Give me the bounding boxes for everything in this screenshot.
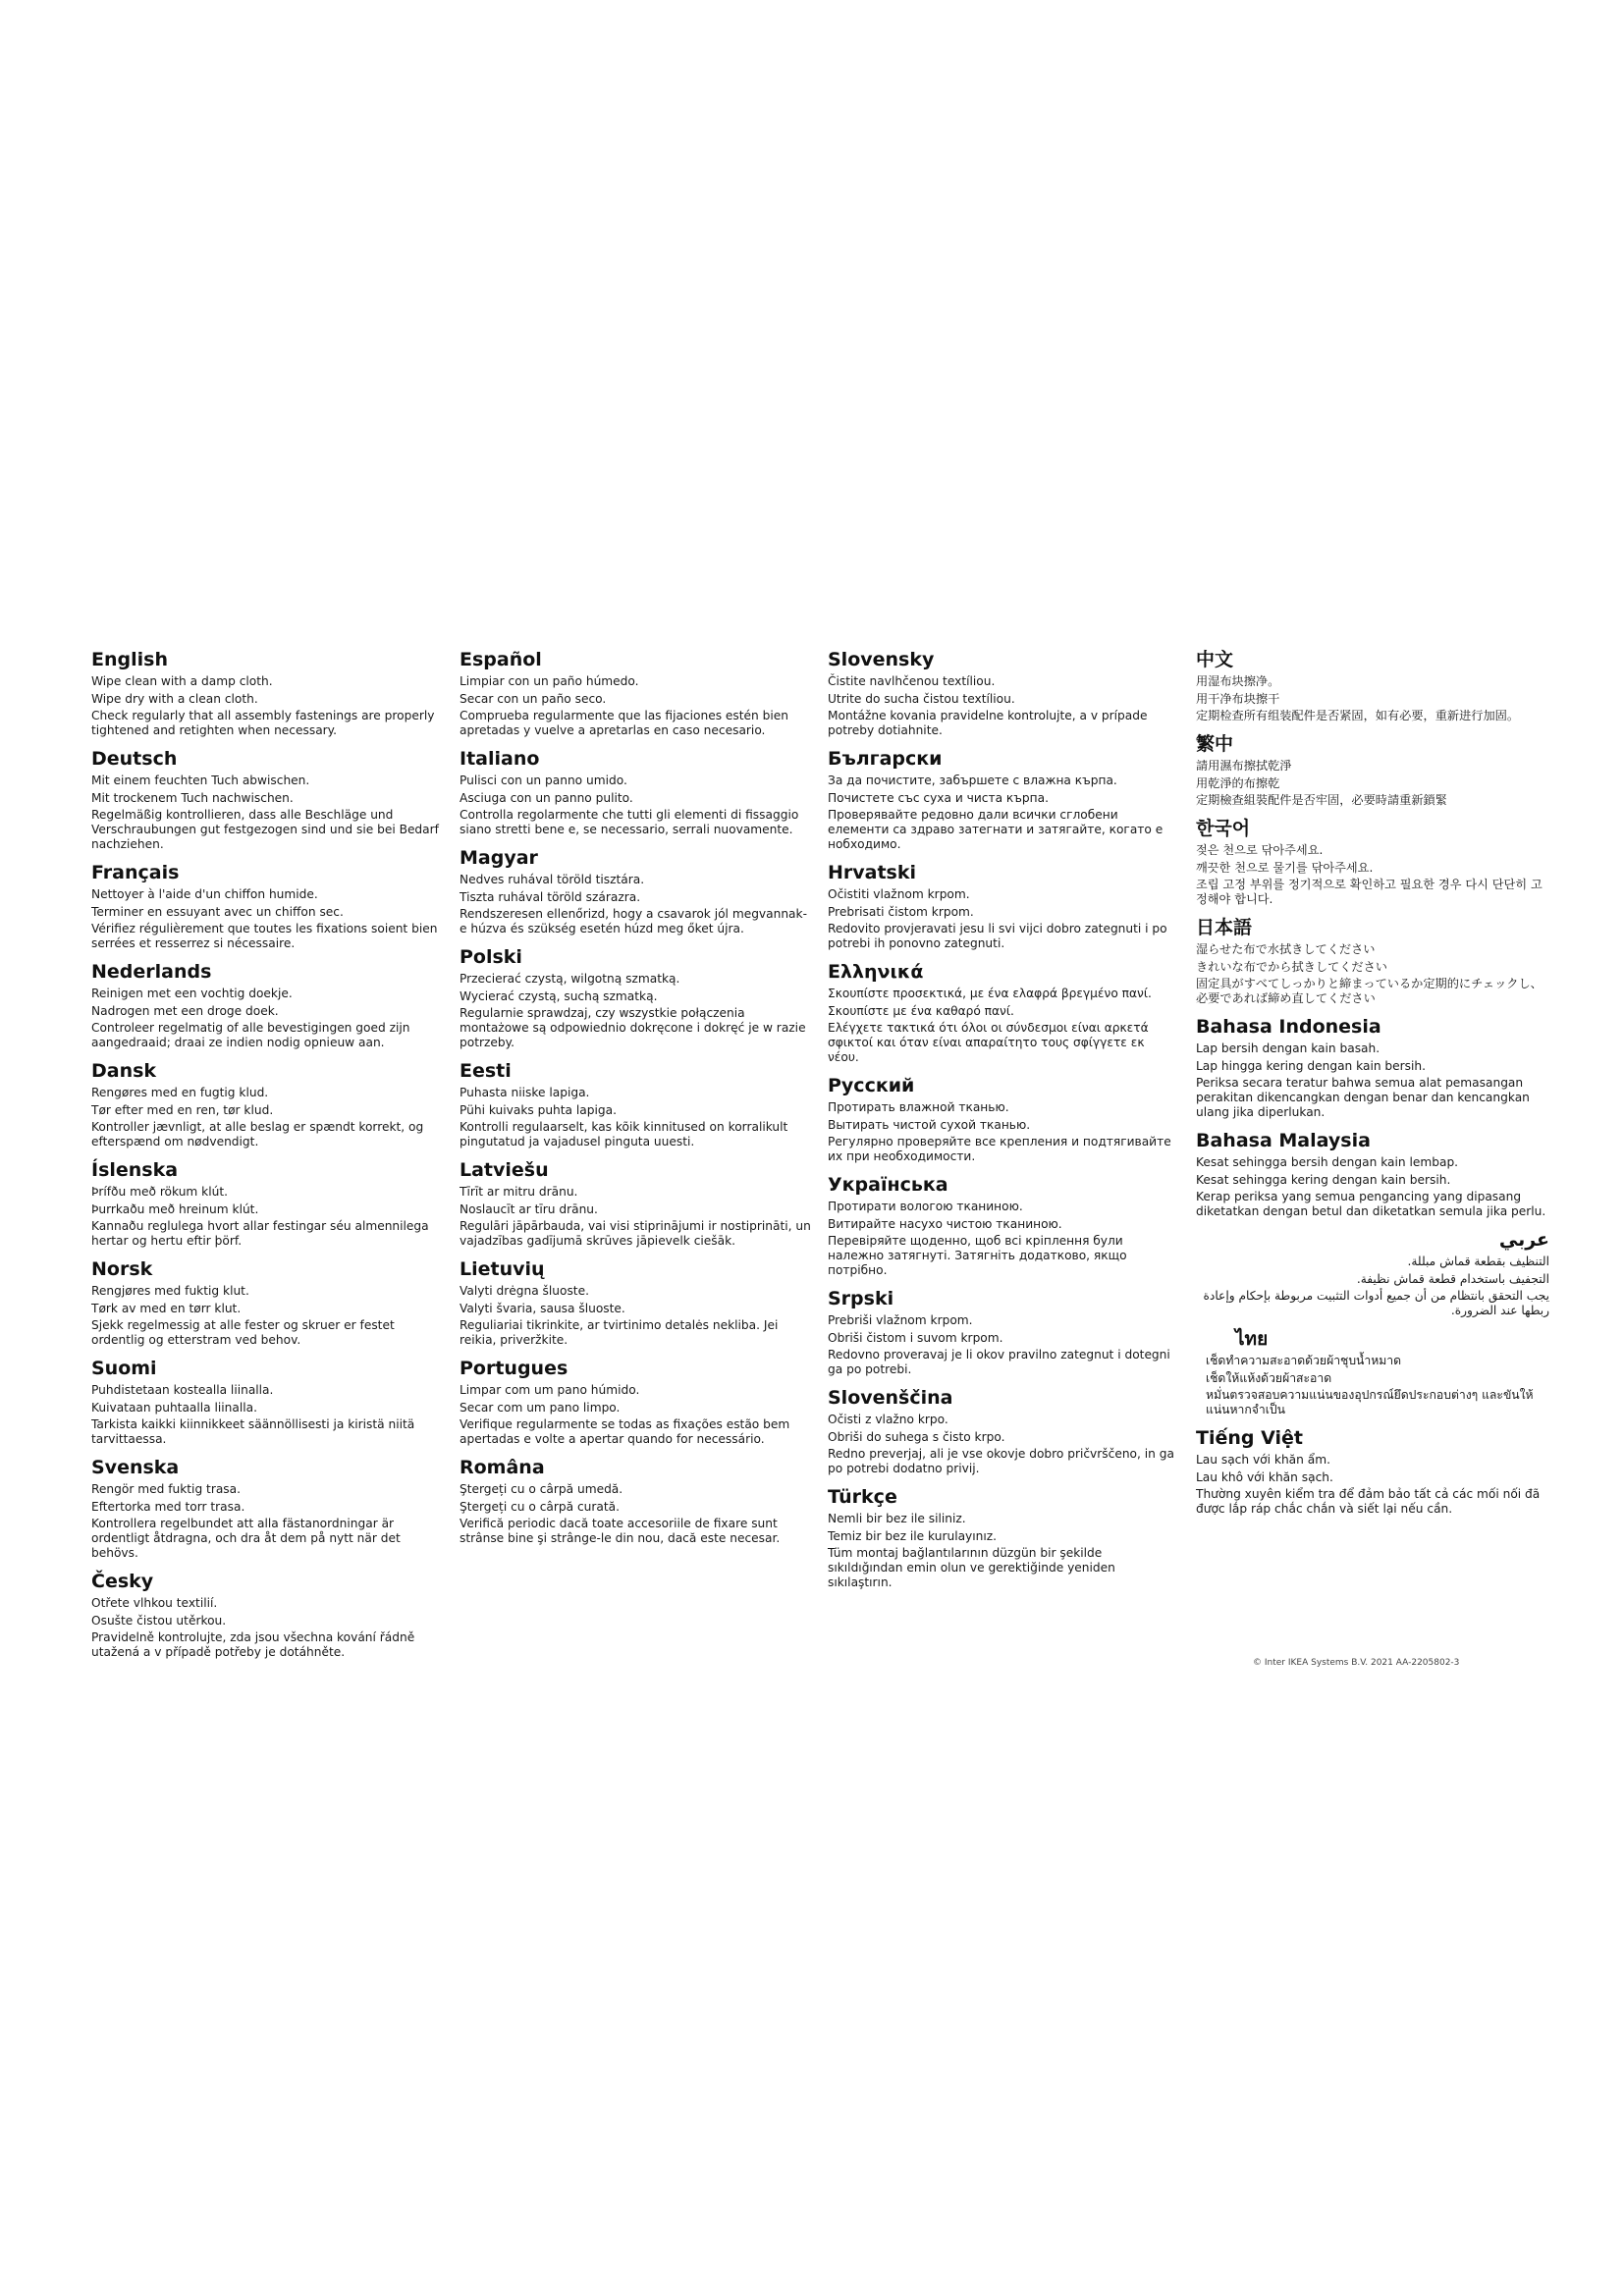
instruction-line: Kontroller jævnligt, at alle beslag er spændt korrekt, og efterspænd om nødvendigt. (91, 1120, 424, 1148)
instruction-line: Rengjøres med fuktig klut. (91, 1284, 249, 1298)
language-section-latviesu (460, 1158, 811, 1249)
instruction-line: Prebrisati čistom krpom. (828, 904, 974, 919)
instruction-line: Ελέγχετε τακτικά ότι όλοι οι σύνδεσμοι είναι αρκετά σφικτοί και όταν είναι απαραίτητο τους σφίγγετε εκ νέου. (828, 1021, 1149, 1064)
column-2 (460, 648, 811, 1555)
language-section-magyar (460, 846, 811, 936)
instruction-line: Limpiar con un paño húmedo. (460, 674, 639, 688)
instruction-line: เช็ดทำความสะอาดด้วยผ้าชุบน้ำหมาด (1206, 1354, 1402, 1367)
instruction-line: Verifică periodic dacă toate accesoriile de fixare sunt strânse bine şi strânge-le din nou, dacă este necesar. (460, 1517, 781, 1545)
instruction-line: Nettoyer à l'aide d'un chiffon humide. (91, 887, 318, 901)
instruction-line: Controleer regelmatig of alle bevestigingen goed zijn aangedraaid; draai ze indien nodig opnieuw aan. (91, 1021, 410, 1049)
instruction-line: Перевіряйте щоденно, щоб всі кріплення були належно затягнуті. Затягніть додатково, якщо потрібно. (828, 1234, 1127, 1277)
instruction-line: Mit trockenem Tuch nachwischen. (91, 790, 294, 805)
language-heading: ไทย (1235, 1328, 1269, 1350)
language-section-lang-0 (1196, 648, 1549, 723)
column-3 (828, 648, 1179, 1599)
instruction-line: Rengör med fuktig trasa. (91, 1482, 241, 1496)
language-section-islenska (91, 1158, 443, 1249)
instruction-line: За да почистите, забършете с влажна кърпа. (828, 774, 1117, 787)
language-section-deutsch (91, 747, 443, 852)
language-heading: Español (460, 649, 542, 670)
instruction-line: Rengøres med en fugtig klud. (91, 1086, 269, 1099)
language-section-srpski (828, 1287, 1179, 1377)
instruction-line: Витирайте насухо чистою тканиною. (828, 1216, 1062, 1231)
language-section-cesky (91, 1570, 443, 1660)
instruction-line: Secar con un paño seco. (460, 691, 607, 706)
language-section-portugues (460, 1357, 811, 1447)
copyright-notice: © Inter IKEA Systems B.V. 2021 AA-2205802-3 (1253, 1658, 1460, 1668)
instruction-line: Osušte čistou utěrkou. (91, 1613, 227, 1628)
instruction-line: Obriši čistom i suvom krpom. (828, 1330, 1003, 1345)
instruction-line: เช็ดให้แห้งด้วยผ้าสะอาด (1206, 1370, 1332, 1385)
language-heading: Slovenščina (828, 1387, 953, 1409)
language-heading: Lietuvių (460, 1258, 545, 1280)
instruction-line: Check regularly that all assembly fastenings are properly tightened and retighten when necessary. (91, 709, 435, 737)
language-heading: Svenska (91, 1457, 180, 1478)
instruction-line: Kerap periksa yang semua pengancing yang dipasang diketatkan dengan betul dan diketatkan semula jika perlu. (1196, 1190, 1546, 1218)
language-section-hrvatski (828, 861, 1179, 951)
instruction-line: Valyti švaria, sausa šluoste. (460, 1301, 625, 1315)
instruction-line: Протирать влажной тканью. (828, 1100, 1009, 1114)
language-section-turkce (828, 1485, 1179, 1590)
instruction-line: Þurrkaðu með hreinum klút. (91, 1201, 259, 1216)
instruction-line: Pulisci con un panno umido. (460, 774, 627, 787)
language-section-romana (460, 1456, 811, 1546)
instruction-line: Ştergeți cu o cârpă curată. (460, 1499, 620, 1514)
instruction-line: Pühi kuivaks puhta lapiga. (460, 1102, 617, 1117)
instruction-line: Obriši do suhega s čisto krpo. (828, 1429, 1005, 1444)
instruction-line: Terminer en essuyant avec un chiffon sec. (91, 904, 344, 919)
instruction-line: Controlla regolarmente che tutti gli elementi di fissaggio siano stretti bene e, se necessario, serrali nuovamente. (460, 808, 799, 836)
instruction-line: Periksa secara teratur bahwa semua alat pemasangan perakitan dikencangkan dengan benar dan kencangkan ulang jika diperlukan. (1196, 1076, 1530, 1119)
instruction-line: Secar com um pano limpo. (460, 1400, 621, 1415)
instruction-line: Протирати вологою тканиною. (828, 1200, 1023, 1213)
instruction-line: Redovito provjeravati jesu li svi vijci dobro zategnuti i po potrebi ih ponovno zategnuti. (828, 922, 1167, 950)
language-heading: Türkçe (828, 1486, 897, 1508)
instruction-line: Nedves ruhával töröld tisztára. (460, 873, 645, 886)
language-heading: Magyar (460, 847, 538, 869)
language-heading: Bahasa Indonesia (1196, 1016, 1381, 1038)
instruction-line: 젖은 천으로 닦아주세요. (1196, 843, 1324, 857)
language-heading: Portugues (460, 1358, 568, 1379)
instruction-line: หมั่นตรวจสอบความแน่นของอุปกรณ์ยึดประกอบต่างๆ และขันให้แน่นหากจำเป็น (1206, 1388, 1534, 1416)
language-section-english (91, 648, 443, 738)
instruction-line: Kuivataan puhtaalla liinalla. (91, 1400, 257, 1415)
instruction-line: Wipe clean with a damp cloth. (91, 674, 273, 688)
instruction-line: يجب التحقق بانتظام من أن جميع أدوات التثبيت مربوطة بإحكام وإعادة ربطها عند الضرورة. (1203, 1289, 1549, 1317)
language-section-lang-2 (1196, 817, 1549, 907)
language-section-lang-3 (828, 960, 1179, 1065)
language-heading: Slovensky (828, 649, 935, 670)
column-4 (1196, 648, 1549, 1525)
language-section-tieng-viet (1196, 1426, 1549, 1517)
instruction-line: Tüm montaj bağlantılarının düzgün bir şekilde sıkıldığından emin olun ve gerektiğinde yeniden sıkılaştırın. (828, 1546, 1115, 1589)
instruction-line: Tīrīt ar mitru drānu. (460, 1185, 578, 1199)
language-heading: Nederlands (91, 961, 212, 983)
language-section-norsk (91, 1257, 443, 1348)
language-section-suomi (91, 1357, 443, 1447)
instruction-line: 請用濕布擦拭乾淨 (1196, 759, 1292, 773)
instruction-line: Przecierać czystą, wilgotną szmatką. (460, 972, 680, 986)
language-section-lang-1 (1196, 732, 1549, 808)
instruction-line: التنظيف بقطعة قماش مبللة. (1407, 1255, 1549, 1268)
instruction-line: 定期檢查組裝配件是否牢固，必要時請重新鎖緊 (1196, 793, 1447, 807)
instruction-line: Regularnie sprawdzaj, czy wszystkie połączenia montażowe są odpowiednio dokręcone i dokręć je w razie potrzeby. (460, 1006, 806, 1049)
language-heading: Latviešu (460, 1159, 549, 1181)
instruction-line: Thường xuyên kiểm tra để đảm bảo tất cả các mối nối đã được lắp ráp chắc chắn và siết lại nếu cần. (1196, 1487, 1541, 1516)
language-heading: Dansk (91, 1060, 157, 1082)
language-section-slovensky (828, 648, 1179, 738)
instruction-line: Prebriši vlažnom krpom. (828, 1313, 973, 1327)
instruction-line: 定期检查所有组装配件是否紧固，如有必要，重新进行加固。 (1196, 709, 1520, 722)
language-heading: 中文 (1196, 649, 1234, 670)
instruction-line: Tarkista kaikki kiinnikkeet säännöllisesti ja kiristä niitä tarvittaessa. (91, 1417, 415, 1446)
language-heading: Ελληνικά (828, 961, 924, 983)
instruction-line: Verifique regularmente se todas as fixações estão bem apertadas e volte a apertar quando for necessário. (460, 1417, 790, 1446)
instruction-line: Вытирать чистой сухой тканью. (828, 1117, 1031, 1132)
language-heading: Eesti (460, 1060, 512, 1082)
instruction-line: Σκουπίστε προσεκτικά, με ένα ελαφρά βρεγμένο πανί. (828, 987, 1152, 1000)
instruction-line: Regelmäßig kontrollieren, dass alle Beschläge und Verschraubungen gut festgezogen sind und sie bei Bedarf nachziehen. (91, 808, 439, 851)
instruction-line: Redno preverjaj, ali je vse okovje dobro pričvrščeno, in ga po potrebi dodatno privij. (828, 1447, 1174, 1475)
instruction-line: Puhdistetaan kostealla liinalla. (91, 1383, 274, 1397)
language-section-nederlands (91, 960, 443, 1050)
column-1 (91, 648, 443, 1669)
language-heading: Româna (460, 1457, 545, 1478)
instruction-line: Tiszta ruhával töröld szárazra. (460, 889, 641, 904)
language-heading: Українська (828, 1174, 948, 1196)
language-heading: Suomi (91, 1358, 157, 1379)
language-heading: 한국어 (1196, 818, 1251, 839)
instruction-line: Očistiti vlažnom krpom. (828, 887, 970, 901)
instruction-line: Redovno proveravaj je li okov pravilno zategnut i dotegni ga po potrebi. (828, 1348, 1170, 1376)
instruction-line: Σκουπίστε με ένα καθαρό πανί. (828, 1003, 1014, 1018)
instruction-line: Utrite do sucha čistou textíliou. (828, 691, 1015, 706)
instruction-line: Sjekk regelmessig at alle fester og skruer er festet ordentlig og etterstram ved behov. (91, 1318, 395, 1347)
language-section-lang-4 (828, 1074, 1179, 1164)
instruction-line: 깨끗한 천으로 물기를 닦아주세요. (1196, 860, 1374, 875)
language-heading: Deutsch (91, 748, 178, 770)
language-section-dansk (91, 1059, 443, 1149)
language-heading: English (91, 649, 168, 670)
instruction-line: Regulāri jāpārbauda, vai visi stiprinājumi ir nostiprināti, un vajadzības gadījumā skrūves jāpievelk ciešāk. (460, 1219, 811, 1248)
instruction-line: التجفيف باستخدام قطعة قماش نظيفة. (1356, 1271, 1549, 1286)
instruction-line: Asciuga con un panno pulito. (460, 790, 633, 805)
language-section-italiano (460, 747, 811, 837)
language-section-polski (460, 945, 811, 1050)
instruction-line: 用乾淨的布擦乾 (1196, 775, 1280, 790)
instruction-line: 用干净布块擦干 (1196, 691, 1280, 706)
instruction-line: Eftertorka med torr trasa. (91, 1499, 245, 1514)
instruction-line: Þrífðu með rökum klút. (91, 1185, 228, 1199)
instruction-line: 湿らせた布で水拭きしてください (1196, 942, 1376, 956)
language-section-lang-91 (1196, 1327, 1549, 1417)
instruction-line: Lau sạch với khăn ẩm. (1196, 1453, 1330, 1467)
instruction-line: Kesat sehingga bersih dengan kain lembap. (1196, 1155, 1459, 1169)
language-heading: Srpski (828, 1288, 894, 1309)
language-heading: Italiano (460, 748, 540, 770)
instruction-line: Lap hingga kering dengan kain bersih. (1196, 1058, 1427, 1073)
language-section-bahasa-malaysia (1196, 1129, 1549, 1219)
instruction-line: Nemli bir bez ile siliniz. (828, 1512, 966, 1525)
instruction-line: Noslaucīt ar tīru drānu. (460, 1201, 598, 1216)
language-section-francais (91, 861, 443, 951)
instruction-line: Pravidelně kontrolujte, zda jsou všechna kování řádně utažená a v případě potřeby je dotáhněte. (91, 1630, 415, 1659)
instruction-line: Reguliariai tikrinkite, ar tvirtinimo detalės nekliba. Jei reikia, priveržkite. (460, 1318, 779, 1347)
language-section-lang-3 (1196, 916, 1549, 1006)
instruction-line: Nadrogen met een droge doek. (91, 1003, 279, 1018)
instruction-line: Lap bersih dengan kain basah. (1196, 1041, 1380, 1055)
language-heading: Русский (828, 1075, 915, 1096)
language-section-lang-5 (828, 1173, 1179, 1278)
instruction-line: Očisti z vlažno krpo. (828, 1413, 948, 1426)
instruction-line: Reinigen met een vochtig doekje. (91, 987, 293, 1000)
instruction-line: Wycierać czystą, suchą szmatką. (460, 988, 658, 1003)
language-heading: Norsk (91, 1258, 153, 1280)
instruction-line: Puhasta niiske lapiga. (460, 1086, 590, 1099)
instruction-line: Mit einem feuchten Tuch abwischen. (91, 774, 310, 787)
instruction-line: 固定具がすべてしっかりと締まっているか定期的にチェックし、必要であれば締め直してください (1196, 977, 1543, 1005)
language-section-lang-1 (828, 747, 1179, 852)
instruction-line: Temiz bir bez ile kurulayınız. (828, 1528, 998, 1543)
instruction-line: Montážne kovania pravidelne kontrolujte, a v prípade potreby dotiahnite. (828, 709, 1148, 737)
instruction-line: Wipe dry with a clean cloth. (91, 691, 258, 706)
instruction-line: 用湿布块擦净。 (1196, 674, 1280, 688)
instruction-line: Ştergeți cu o cârpă umedă. (460, 1482, 623, 1496)
instruction-line: Почистете със суха и чиста кърпа. (828, 790, 1049, 805)
language-heading: Tiếng Việt (1196, 1427, 1303, 1449)
instruction-line: Rendszeresen ellenőrizd, hogy a csavarok jól megvannak-e húzva és szükség esetén húzd meg őket újra. (460, 907, 807, 935)
language-section-lang-90 (1196, 1228, 1549, 1318)
instruction-line: Limpar com um pano húmido. (460, 1383, 640, 1397)
language-heading: عربي (1498, 1229, 1549, 1251)
instruction-line: Kannaðu reglulega hvort allar festingar séu almennilega hertar og hertu eftir þörf. (91, 1219, 429, 1248)
language-section-slovenscina (828, 1386, 1179, 1476)
language-heading: Íslenska (91, 1159, 179, 1181)
instruction-line: Tør efter med en ren, tør klud. (91, 1102, 274, 1117)
language-heading: Polski (460, 946, 522, 968)
language-heading: 繁中 (1196, 733, 1234, 755)
instruction-line: Comprueba regularmente que las fijaciones estén bien apretadas y vuelve a apretarlas en caso necesario. (460, 709, 788, 737)
instruction-line: Kontrolli regulaarselt, kas kõik kinnitused on korralikult pingutatud ja vajadusel pinguta uuesti. (460, 1120, 788, 1148)
instruction-line: Čistite navlhčenou textíliou. (828, 674, 996, 688)
language-heading: Hrvatski (828, 862, 917, 883)
instruction-line: Otřete vlhkou textilií. (91, 1596, 218, 1610)
instruction-line: Lau khô với khăn sạch. (1196, 1469, 1333, 1484)
language-section-lietuviu (460, 1257, 811, 1348)
instruction-line: Регулярно проверяйте все крепления и подтягивайте их при необходимости. (828, 1135, 1171, 1163)
language-section-eesti (460, 1059, 811, 1149)
language-section-espanol (460, 648, 811, 738)
language-section-svenska (91, 1456, 443, 1561)
language-heading: Français (91, 862, 180, 883)
language-heading: Česky (91, 1571, 154, 1592)
instruction-line: きれいな布でから拭きしてください (1196, 959, 1387, 974)
instruction-line: Kesat sehingga kering dengan kain bersih. (1196, 1172, 1451, 1187)
language-heading: Български (828, 748, 943, 770)
instruction-line: Tørk av med en tørr klut. (91, 1301, 242, 1315)
instruction-line: Valyti drėgna šluoste. (460, 1284, 589, 1298)
instruction-line: Проверявайте редовно дали всички сглобени елементи са здраво затегнати и затягайте, когато е нобходимо. (828, 808, 1164, 851)
instruction-line: Vérifiez régulièrement que toutes les fixations soient bien serrées et resserrez si nécessaire. (91, 922, 438, 950)
instruction-line: Kontrollera regelbundet att alla fästanordningar är ordentligt åtdragna, och dra åt dem på nytt när det behövs. (91, 1517, 401, 1560)
language-section-bahasa-indonesia (1196, 1015, 1549, 1120)
instruction-line: 조립 고정 부위를 정기적으로 확인하고 필요한 경우 다시 단단히 고정해야 합니다. (1196, 878, 1543, 906)
language-heading: 日本語 (1196, 917, 1253, 938)
language-heading: Bahasa Malaysia (1196, 1130, 1371, 1151)
